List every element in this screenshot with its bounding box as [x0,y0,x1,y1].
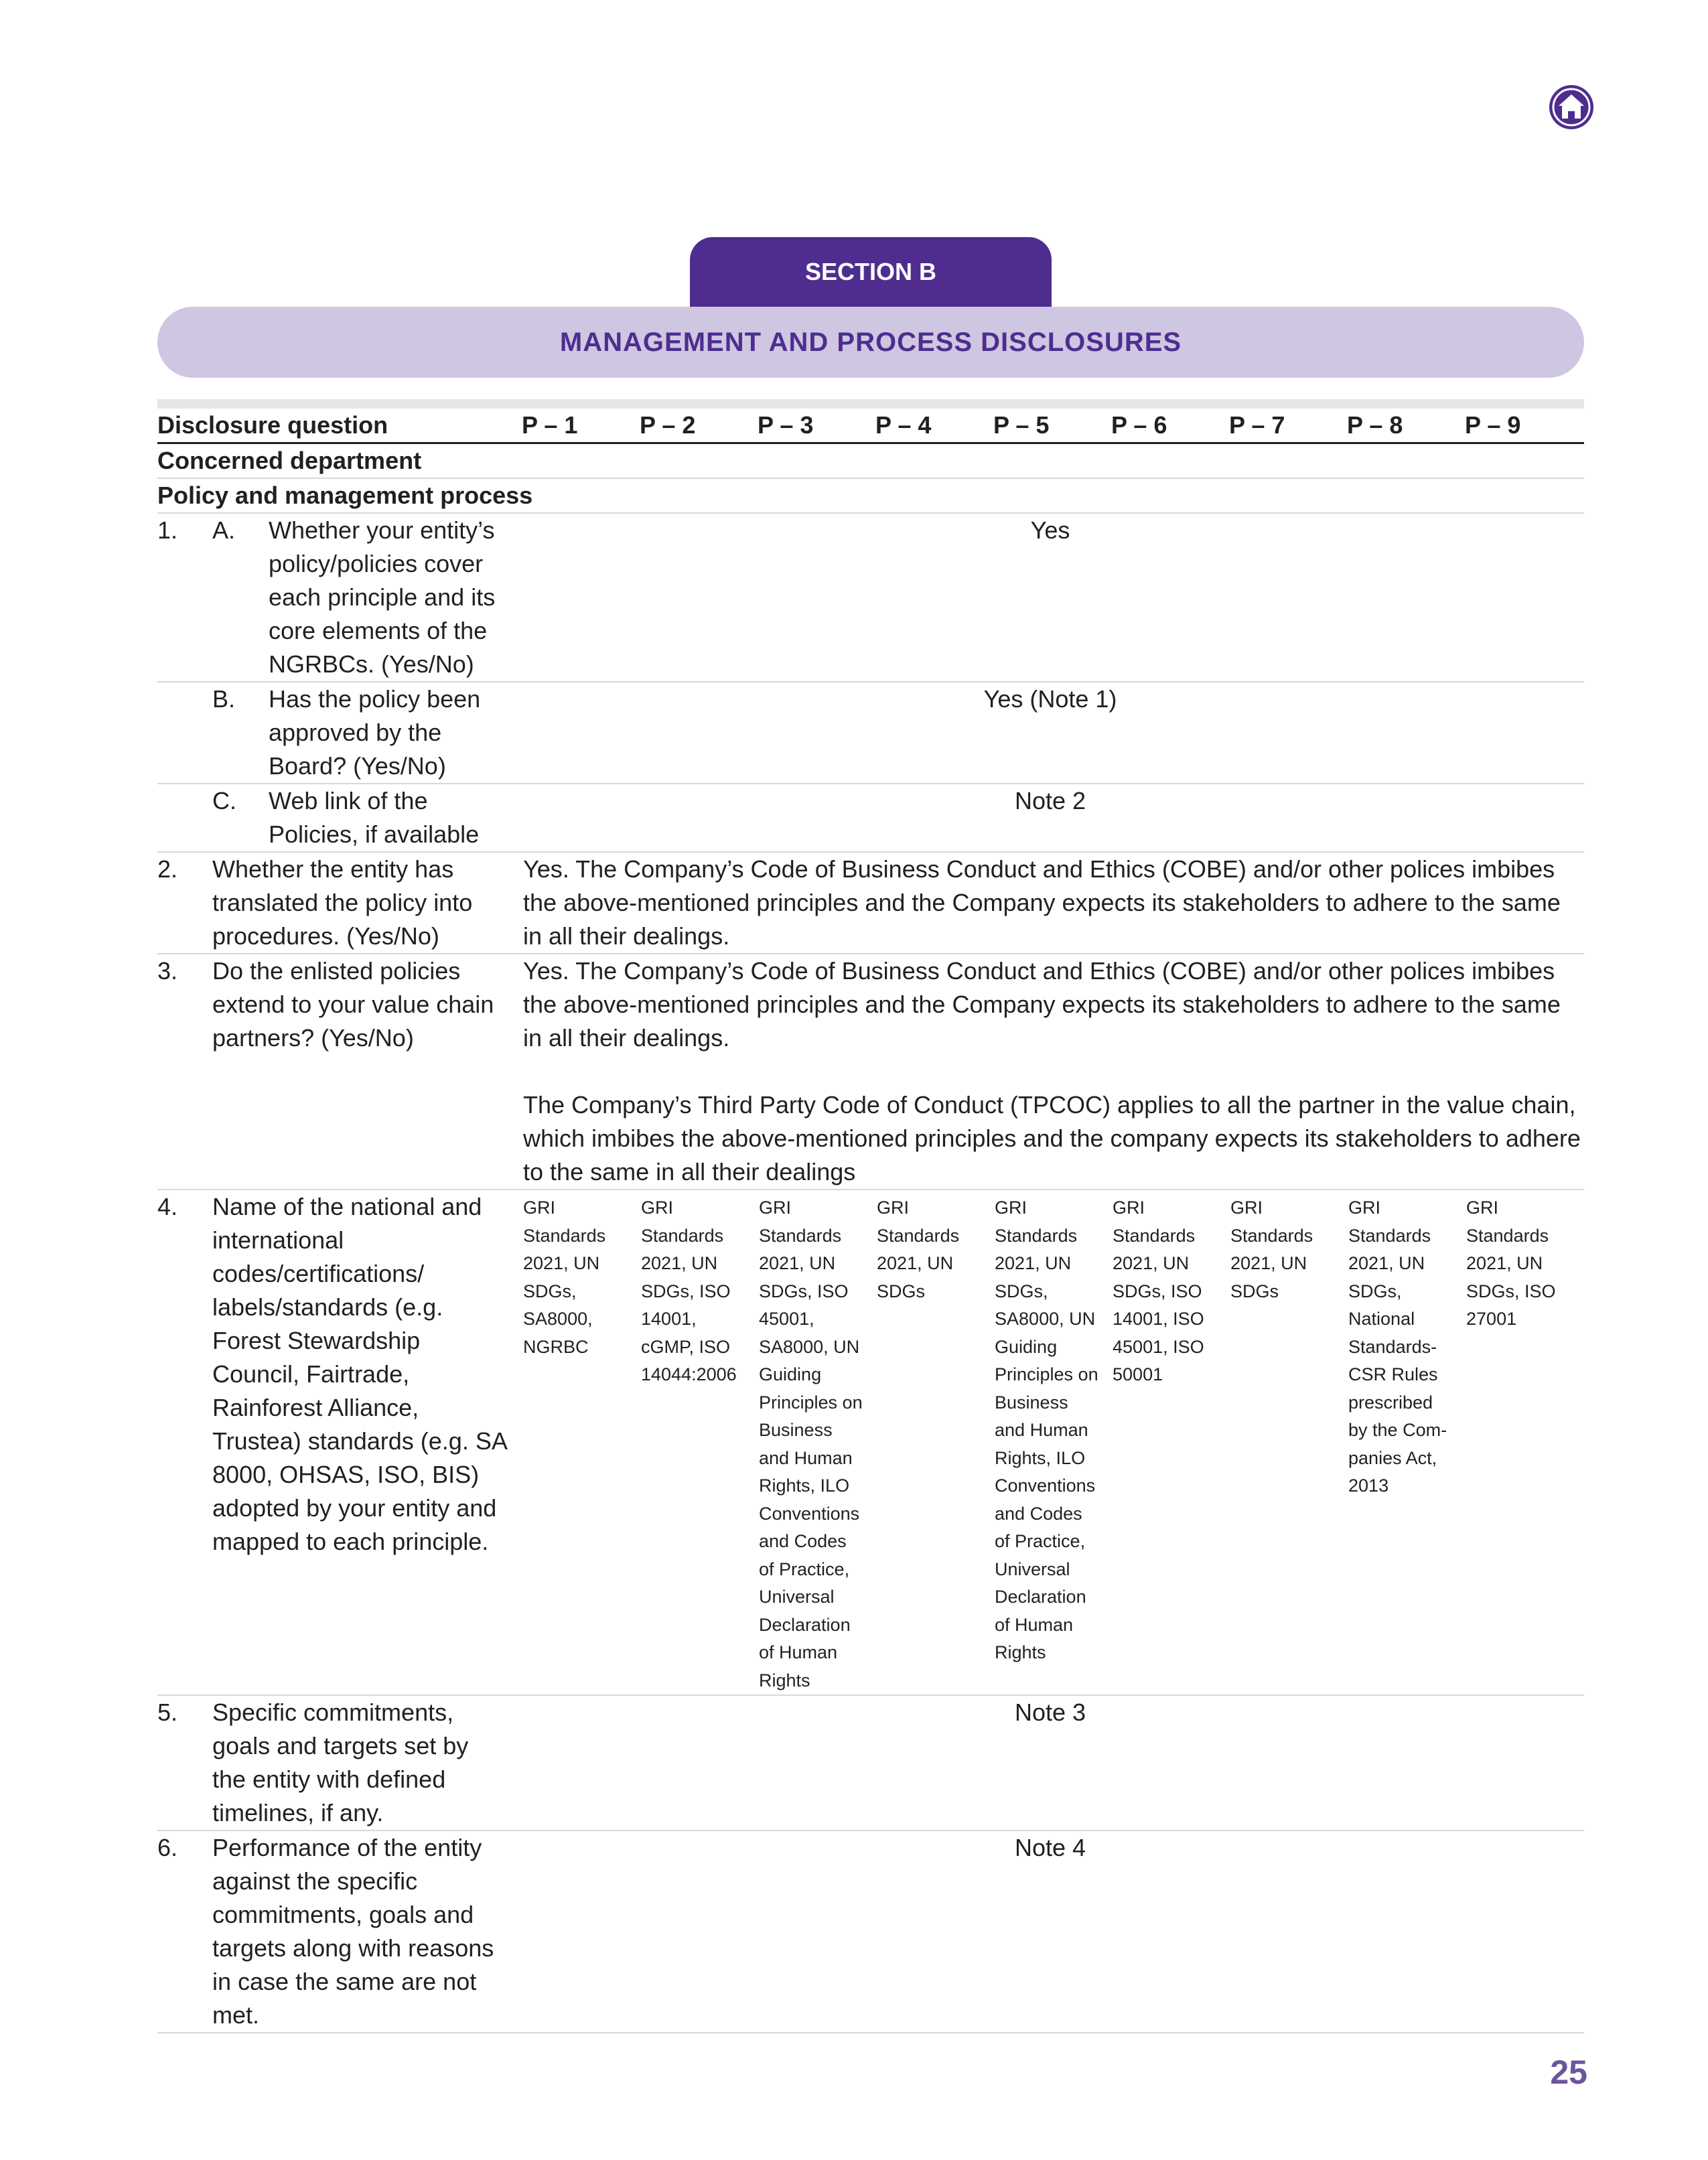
q4-question: Name of the national and international codes/certifications/ labels/standards (e.g. Forest Stewardship Council, Fairtrade, Rainforest Alliance, Trustea) standards (e.g. SA 8000, OHSAS, ISO, BIS) adopted by your entity and mapped to each principle. [212,1193,506,1555]
q3-number: 3. [157,957,178,985]
q5-number: 5. [157,1699,178,1726]
q5-answer: Note 3 [1014,1699,1086,1726]
q1a-row [157,513,1584,682]
q3-answer-paragraph-1: Yes. The Company’s Code of Business Conduct and Ethics (COBE) and/or other polices imbibes the above-mentioned principles and the Company expects its stakeholders to adhere to the same in all their dealings. [523,957,1561,1052]
home-icon[interactable] [1547,83,1595,131]
header-p9: P – 9 [1465,411,1521,439]
q4-p9-standards: GRI Standards 2021, UN SDGs, ISO 27001 [1466,1198,1556,1329]
header-p8: P – 8 [1347,411,1403,439]
header-p5: P – 5 [993,411,1050,439]
q1a-answer: Yes [1030,516,1070,544]
q4-p6-standards: GRI Standards 2021, UN SDGs, ISO 14001, ISO 45001, ISO 50001 [1113,1198,1204,1384]
q1c-letter: C. [212,787,236,814]
q1c-question: Web link of the Policies, if available [269,787,480,848]
q5-row [157,1695,1584,1830]
header-disclosure-question: Disclosure question [157,411,388,439]
q3-row [157,954,1584,1190]
concerned-department-row [157,443,1584,479]
q2-row [157,852,1584,954]
header-p2: P – 2 [640,411,696,439]
q4-p7-standards: GRI Standards 2021, UN SDGs [1230,1198,1313,1301]
header-p1: P – 1 [522,411,578,439]
q6-answer: Note 4 [1014,1834,1086,1861]
q1a-question: Whether your entity’s policy/policies cover each principle and its core elements of the NGRBCs. (Yes/No) [269,516,496,678]
q1a-letter: A. [212,516,236,544]
q1c-answer: Note 2 [1014,787,1086,814]
q1c-row [157,784,1584,852]
q1b-answer: Yes (Note 1) [983,685,1117,713]
header-p6: P – 6 [1111,411,1167,439]
q4-p5-standards: GRI Standards 2021, UN SDGs, SA8000, UN Guiding Principles on Business and Human Rights, ILO Conventions and Codes of Practice, Universal Declaration of Human Rights [995,1198,1098,1662]
page-number: 25 [1550,2054,1587,2091]
q6-number: 6. [157,1834,178,1861]
section-title: MANAGEMENT AND PROCESS DISCLOSURES [157,307,1584,378]
q4-number: 4. [157,1193,178,1220]
q6-row [157,1830,1584,2033]
q1b-question: Has the policy been approved by the Board? (Yes/No) [269,685,481,780]
q4-p2-standards: GRI Standards 2021, UN SDGs, ISO 14001, cGMP, ISO 14044:2006 [641,1198,737,1384]
header-p4: P – 4 [875,411,932,439]
q4-p4-standards: GRI Standards 2021, UN SDGs [877,1198,960,1301]
q6-question: Performance of the entity against the specific commitments, goals and targets along with reasons in case the same are not met. [212,1834,494,2029]
policy-process-label: Policy and management process [157,482,533,509]
q3-question: Do the enlisted policies extend to your value chain partners? (Yes/No) [212,957,494,1052]
q5-question: Specific commitments, goals and targets set by the entity with defined timelines, if any. [212,1699,469,1826]
q2-number: 2. [157,855,178,883]
table-header-row [157,409,1584,443]
disclosure-table [157,409,1584,2033]
q3-answer-paragraph-2: The Company’s Third Party Code of Conduct (TPCOC) applies to all the partner in the value chain, which imbibes the above-mentioned principles and the company expects its stakeholders to adhere to the same in all their dealings [523,1091,1581,1185]
q1b-row [157,682,1584,784]
q2-question: Whether the entity has translated the policy into procedures. (Yes/No) [212,855,473,950]
header-p3: P – 3 [758,411,814,439]
q2-answer: Yes. The Company’s Code of Business Conduct and Ethics (COBE) and/or other polices imbibes the above-mentioned principles and the Company expects its stakeholders to adhere to the same in all their dealings. [523,855,1561,950]
policy-process-row [157,478,1584,513]
q1-number: 1. [157,516,178,544]
concerned-department-label: Concerned department [157,447,422,474]
section-tab: SECTION B [690,237,1052,307]
q4-p8-standards: GRI Standards 2021, UN SDGs, National Standards-CSR Rules prescribed by the Com-panies Act, 2013 [1348,1198,1447,1496]
table-top-rule [157,399,1584,409]
q3-answer [516,954,1584,1190]
header-p7: P – 7 [1229,411,1285,439]
q1b-letter: B. [212,685,236,713]
q4-p1-standards: GRI Standards 2021, UN SDGs, SA8000, NGRBC [523,1198,606,1357]
q4-row [157,1190,1584,1695]
q4-p3-standards: GRI Standards 2021, UN SDGs, ISO 45001, SA8000, UN Guiding Principles on Business and Human Rights, ILO Conventions and Codes of Practice, Universal Declaration of Human Rights [759,1198,863,1690]
